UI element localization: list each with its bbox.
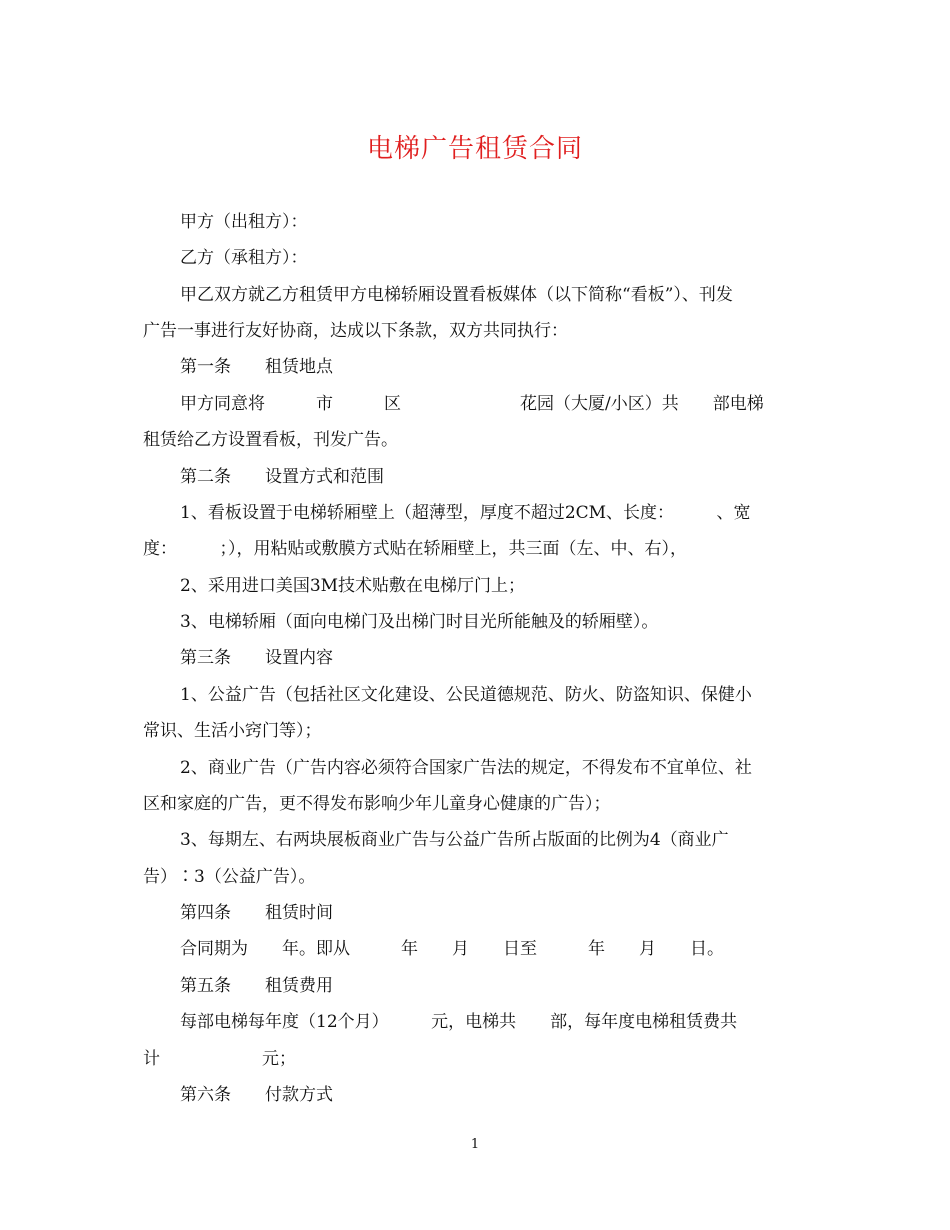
article-3-item-1-line-1: 1、公益广告（包括社区文化建设、公民道德规范、防火、防盗知识、保健小: [180, 685, 752, 705]
article-1-line-2: 租赁给乙方设置看板，刊发广告。: [143, 430, 398, 450]
article-3-item-3-line-2: 告）∶3（公益广告）。: [143, 867, 316, 887]
article-3-item-1-line-2: 常识、生活小窍门等）；: [143, 721, 322, 741]
party-a-line: 甲方（出租方）：: [180, 212, 308, 232]
article-5-line-1: 每部电梯每年度（12个月） 元，电梯共 部，每年度电梯租赁费共: [180, 1012, 738, 1032]
article-5-heading: 第五条 租赁费用: [180, 976, 333, 996]
document-title: 电梯广告租赁合同: [366, 134, 583, 164]
article-4-heading: 第四条 租赁时间: [180, 903, 333, 923]
preamble-line-1: 甲乙双方就乙方租赁甲方电梯轿厢设置看板媒体（以下简称“看板”）、刊发: [180, 285, 733, 305]
article-5-line-2: 计 元；: [143, 1049, 296, 1069]
article-3-item-2-line-1: 2、商业广告（广告内容必须符合国家广告法的规定，不得发布不宜单位、社: [180, 758, 752, 778]
article-3-heading: 第三条 设置内容: [180, 648, 333, 668]
preamble-line-2: 广告一事进行友好协商，达成以下条款，双方共同执行：: [143, 321, 568, 341]
article-2-item-2: 2、采用进口美国3M技术贴敷在电梯厅门上；: [180, 576, 526, 596]
article-4-line-1: 合同期为 年。即从 年 月 日至 年 月 日。: [180, 939, 724, 959]
article-2-item-1-line-2: 度： ；），用粘贴或敷膜方式贴在轿厢壁上，共三面（左、中、右），: [143, 539, 687, 559]
article-2-item-1-line-1: 1、看板设置于电梯轿厢壁上（超薄型，厚度不超过2CM、长度： 、宽: [180, 503, 751, 523]
article-1-heading: 第一条 租赁地点: [180, 357, 333, 377]
article-1-line-1: 甲方同意将 市 区 花园（大厦/小区）共 部电梯: [180, 394, 764, 414]
page-number: 1: [470, 1137, 480, 1152]
article-3-item-3-line-1: 3、每期左、右两块展板商业广告与公益广告所占版面的比例为4（商业广: [180, 830, 729, 850]
article-2-item-3: 3、电梯轿厢（面向电梯门及出梯门时目光所能触及的轿厢壁）。: [180, 612, 659, 632]
article-3-item-2-line-2: 区和家庭的广告，更不得发布影响少年儿童身心健康的广告）；: [143, 794, 611, 814]
party-b-line: 乙方（承租方）：: [180, 248, 308, 268]
article-6-heading: 第六条 付款方式: [180, 1085, 333, 1105]
article-2-heading: 第二条 设置方式和范围: [180, 467, 384, 487]
